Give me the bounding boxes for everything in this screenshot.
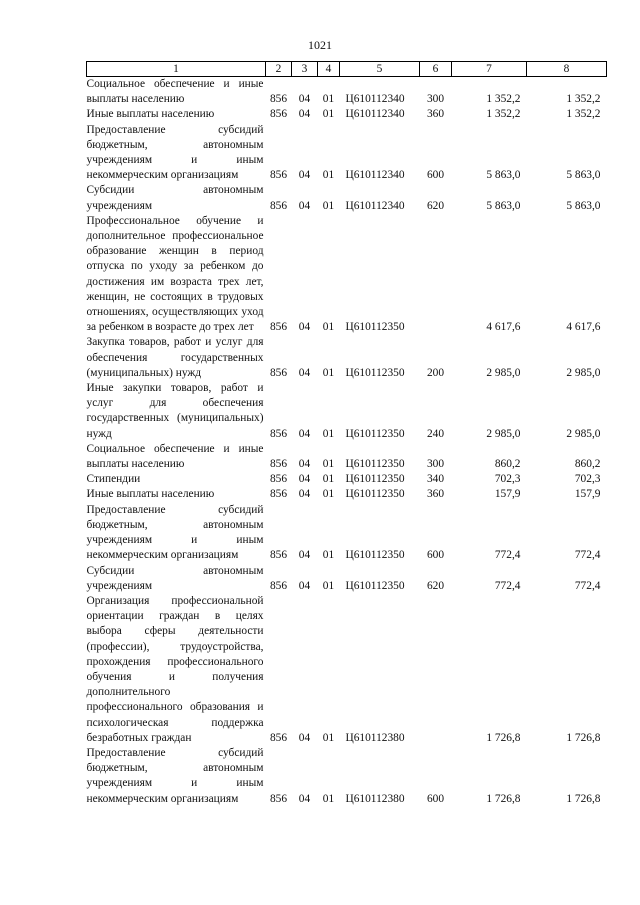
ved-code: 856 xyxy=(269,321,288,334)
row-name: Стипендии xyxy=(86,473,141,486)
expense-type-code: 600 xyxy=(426,549,445,562)
section-code: 04 xyxy=(298,199,311,212)
expense-type-code: 360 xyxy=(426,108,445,121)
target-article-code: Ц610112380 xyxy=(345,792,405,805)
amount-col7: 702,3 xyxy=(494,473,521,486)
subsection-code: 01 xyxy=(322,199,335,212)
target-article-code: Ц610112350 xyxy=(345,321,405,334)
ved-code: 856 xyxy=(269,579,288,592)
section-code: 04 xyxy=(298,579,311,592)
amount-col7: 5 863,0 xyxy=(486,199,521,212)
subsection-code: 01 xyxy=(322,169,335,182)
subsection-code: 01 xyxy=(322,731,335,744)
header-row xyxy=(87,62,607,77)
section-code: 04 xyxy=(298,473,311,486)
amount-col8: 702,3 xyxy=(574,473,601,486)
row-name: Субсидии автономным учреждениям xyxy=(86,184,264,212)
table-row xyxy=(87,335,607,381)
row-name: Организация профессиональной ориентации граждан в целях выбора сферы деятельности (профессии), трудоустройства, прохождения профессионального обучения и получения дополнительного профессионального образования и психологическая поддержка безработных граждан xyxy=(86,594,264,744)
target-article-code: Ц610112350 xyxy=(345,549,405,562)
amount-col8: 1 726,8 xyxy=(566,792,601,805)
subsection-code: 01 xyxy=(322,366,335,379)
ved-code: 856 xyxy=(269,93,288,106)
table-body xyxy=(87,77,607,807)
ved-code: 856 xyxy=(269,549,288,562)
subsection-code: 01 xyxy=(322,549,335,562)
amount-col8: 5 863,0 xyxy=(566,199,601,212)
table-row xyxy=(87,487,607,502)
row-name: Социальное обеспечение и иные выплаты населению xyxy=(86,442,264,471)
amount-col8: 1 352,2 xyxy=(566,108,601,121)
target-article-code: Ц610112340 xyxy=(345,93,405,106)
amount-col7: 772,4 xyxy=(494,549,521,562)
col-header-2: 2 xyxy=(266,62,292,77)
expense-type-code: 620 xyxy=(426,199,445,212)
subsection-code: 01 xyxy=(322,321,335,334)
table-row xyxy=(87,564,607,594)
subsection-code: 01 xyxy=(322,473,335,486)
amount-col7: 860,2 xyxy=(494,458,521,471)
col-header-8: 8 xyxy=(527,62,607,77)
amount-col7: 1 352,2 xyxy=(486,108,521,121)
row-name: Субсидии автономным учреждениям xyxy=(86,564,264,592)
amount-col8: 772,4 xyxy=(574,579,601,592)
amount-col7: 5 863,0 xyxy=(486,169,521,182)
expense-type-code xyxy=(420,214,452,336)
table-row xyxy=(87,381,607,442)
target-article-code: Ц610112350 xyxy=(345,473,405,486)
ved-code: 856 xyxy=(269,108,288,121)
subsection-code: 01 xyxy=(322,458,335,471)
table-row xyxy=(87,746,607,807)
amount-col8: 2 985,0 xyxy=(566,427,601,440)
section-code: 04 xyxy=(298,427,311,440)
ved-code: 856 xyxy=(269,199,288,212)
table-row xyxy=(87,107,607,122)
target-article-code: Ц610112340 xyxy=(345,199,405,212)
amount-col7: 1 352,2 xyxy=(486,93,521,106)
target-article-code: Ц610112350 xyxy=(345,579,405,592)
col-header-3: 3 xyxy=(292,62,318,77)
budget-table xyxy=(86,61,607,807)
ved-code: 856 xyxy=(269,488,288,501)
ved-code: 856 xyxy=(269,473,288,486)
amount-col8: 4 617,6 xyxy=(566,321,601,334)
section-code: 04 xyxy=(298,108,311,121)
table-row xyxy=(87,594,607,746)
amount-col8: 1 352,2 xyxy=(566,93,601,106)
target-article-code: Ц610112340 xyxy=(345,169,405,182)
subsection-code: 01 xyxy=(322,792,335,805)
subsection-code: 01 xyxy=(322,579,335,592)
row-name: Предоставление субсидий бюджетным, автономным учреждениям и иным некоммерческим организациям xyxy=(86,746,264,805)
expense-type-code: 360 xyxy=(426,488,445,501)
row-name: Профессиональное обучение и дополнительное профессиональное образование женщин в период отпуска по уходу за ребенком до достижения им возраста трех лет, женщин, не состоящих в трудовых отношениях, осуществляющих уход за ребенком в возрасте до трех лет xyxy=(86,214,264,334)
amount-col7: 4 617,6 xyxy=(486,321,521,334)
target-article-code: Ц610112350 xyxy=(345,458,405,471)
subsection-code: 01 xyxy=(322,93,335,106)
expense-type-code: 620 xyxy=(426,579,445,592)
table-row xyxy=(87,472,607,487)
ved-code: 856 xyxy=(269,792,288,805)
section-code: 04 xyxy=(298,458,311,471)
col-header-5: 5 xyxy=(340,62,420,77)
amount-col7: 157,9 xyxy=(494,488,521,501)
expense-type-code: 600 xyxy=(426,169,445,182)
row-name: Социальное обеспечение и иные выплаты населению xyxy=(86,78,264,106)
section-code: 04 xyxy=(298,488,311,501)
amount-col7: 2 985,0 xyxy=(486,366,521,379)
row-name: Предоставление субсидий бюджетным, автономным учреждениям и иным некоммерческим организациям xyxy=(86,503,264,562)
section-code: 04 xyxy=(298,93,311,106)
ved-code: 856 xyxy=(269,169,288,182)
row-name: Иные выплаты населению xyxy=(86,108,215,121)
amount-col8: 860,2 xyxy=(574,458,601,471)
table-row xyxy=(87,214,607,336)
subsection-code: 01 xyxy=(322,108,335,121)
col-header-7: 7 xyxy=(452,62,527,77)
expense-type-code: 300 xyxy=(426,458,445,471)
expense-type-code: 340 xyxy=(426,473,445,486)
subsection-code: 01 xyxy=(322,427,335,440)
section-code: 04 xyxy=(298,366,311,379)
col-header-6: 6 xyxy=(420,62,452,77)
amount-col8: 157,9 xyxy=(574,488,601,501)
row-name: Закупка товаров, работ и услуг для обеспечения государственных (муниципальных) нужд xyxy=(86,336,264,379)
amount-col7: 1 726,8 xyxy=(486,792,521,805)
expense-type-code: 200 xyxy=(426,366,445,379)
col-header-1: 1 xyxy=(87,62,266,77)
amount-col8: 2 985,0 xyxy=(566,366,601,379)
expense-type-code: 240 xyxy=(426,427,445,440)
target-article-code: Ц610112340 xyxy=(345,108,405,121)
section-code: 04 xyxy=(298,549,311,562)
amount-col7: 1 726,8 xyxy=(486,731,521,744)
expense-type-code xyxy=(420,594,452,746)
target-article-code: Ц610112380 xyxy=(345,731,405,744)
amount-col7: 772,4 xyxy=(494,579,521,592)
subsection-code: 01 xyxy=(322,488,335,501)
table-row xyxy=(87,442,607,472)
table-row xyxy=(87,123,607,184)
row-name: Предоставление субсидий бюджетным, автономным учреждениям и иным некоммерческим организациям xyxy=(86,123,264,182)
section-code: 04 xyxy=(298,321,311,334)
target-article-code: Ц610112350 xyxy=(345,488,405,501)
row-name: Иные выплаты населению xyxy=(86,488,215,501)
ved-code: 856 xyxy=(269,458,288,471)
section-code: 04 xyxy=(298,731,311,744)
amount-col8: 1 726,8 xyxy=(566,731,601,744)
amount-col7: 2 985,0 xyxy=(486,427,521,440)
ved-code: 856 xyxy=(269,731,288,744)
col-header-4: 4 xyxy=(318,62,340,77)
table-row xyxy=(87,503,607,564)
target-article-code: Ц610112350 xyxy=(345,366,405,379)
row-name: Иные закупки товаров, работ и услуг для обеспечения государственных (муниципальных) нужд xyxy=(86,382,264,440)
ved-code: 856 xyxy=(269,366,288,379)
page-number: 1021 xyxy=(308,38,332,52)
amount-col8: 5 863,0 xyxy=(566,169,601,182)
expense-type-code: 600 xyxy=(426,792,445,805)
amount-col8: 772,4 xyxy=(574,549,601,562)
target-article-code: Ц610112350 xyxy=(345,427,405,440)
expense-type-code: 300 xyxy=(426,93,445,106)
ved-code: 856 xyxy=(269,427,288,440)
table-row xyxy=(87,77,607,108)
table-row xyxy=(87,183,607,213)
section-code: 04 xyxy=(298,792,311,805)
section-code: 04 xyxy=(298,169,311,182)
